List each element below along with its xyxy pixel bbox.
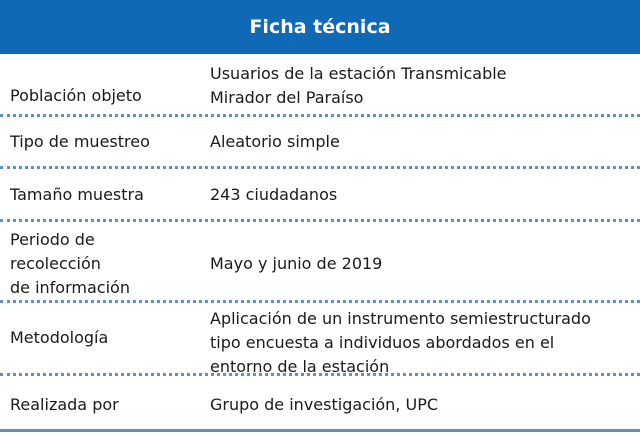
row-value-text: Mayo y junio de 2019 (210, 254, 383, 273)
table-bottom-rule (0, 429, 640, 432)
row-divider (0, 373, 640, 376)
row-label-periodo (10, 228, 200, 300)
row-value-tamano-muestra (210, 183, 635, 207)
row-value-text: tipo encuesta a individuos abordados en el (210, 333, 555, 352)
row-value-text: Aplicación de un instrumento semiestructurado (210, 309, 591, 328)
row-value-text: 243 ciudadanos (210, 185, 338, 204)
row-value-text: Grupo de investigación, UPC (210, 395, 439, 414)
row-label-text: de información (10, 278, 130, 297)
row-divider (0, 300, 640, 303)
row-label-realizada-por (10, 393, 200, 417)
row-value-tipo-muestreo (210, 130, 635, 154)
table-title-text: Ficha técnica (249, 16, 391, 38)
row-label-text: recolección (10, 254, 101, 273)
row-divider (0, 114, 640, 117)
row-value-text: Usuarios de la estación Transmicable (210, 64, 507, 83)
row-divider (0, 166, 640, 169)
row-value-text: Mirador del Paraíso (210, 88, 364, 107)
row-label-tipo-muestreo (10, 130, 200, 154)
row-divider (0, 219, 640, 222)
row-value-metodologia (210, 307, 635, 379)
row-label-tamano-muestra (10, 183, 200, 207)
row-value-poblacion (210, 62, 635, 110)
row-value-text: Aleatorio simple (210, 132, 340, 151)
row-value-periodo (210, 252, 635, 276)
row-value-text: entorno de la estación (210, 357, 390, 376)
row-label-text: Tamaño muestra (10, 185, 144, 204)
row-value-realizada-por (210, 393, 635, 417)
row-label-text: Población objeto (10, 86, 142, 105)
row-label-text: Periodo de (10, 230, 95, 249)
table-title (0, 0, 640, 54)
row-label-metodologia (10, 326, 200, 350)
row-label-text: Metodología (10, 328, 109, 347)
row-label-text: Tipo de muestreo (10, 132, 150, 151)
row-label-text: Realizada por (10, 395, 119, 414)
row-label-poblacion (10, 72, 200, 108)
